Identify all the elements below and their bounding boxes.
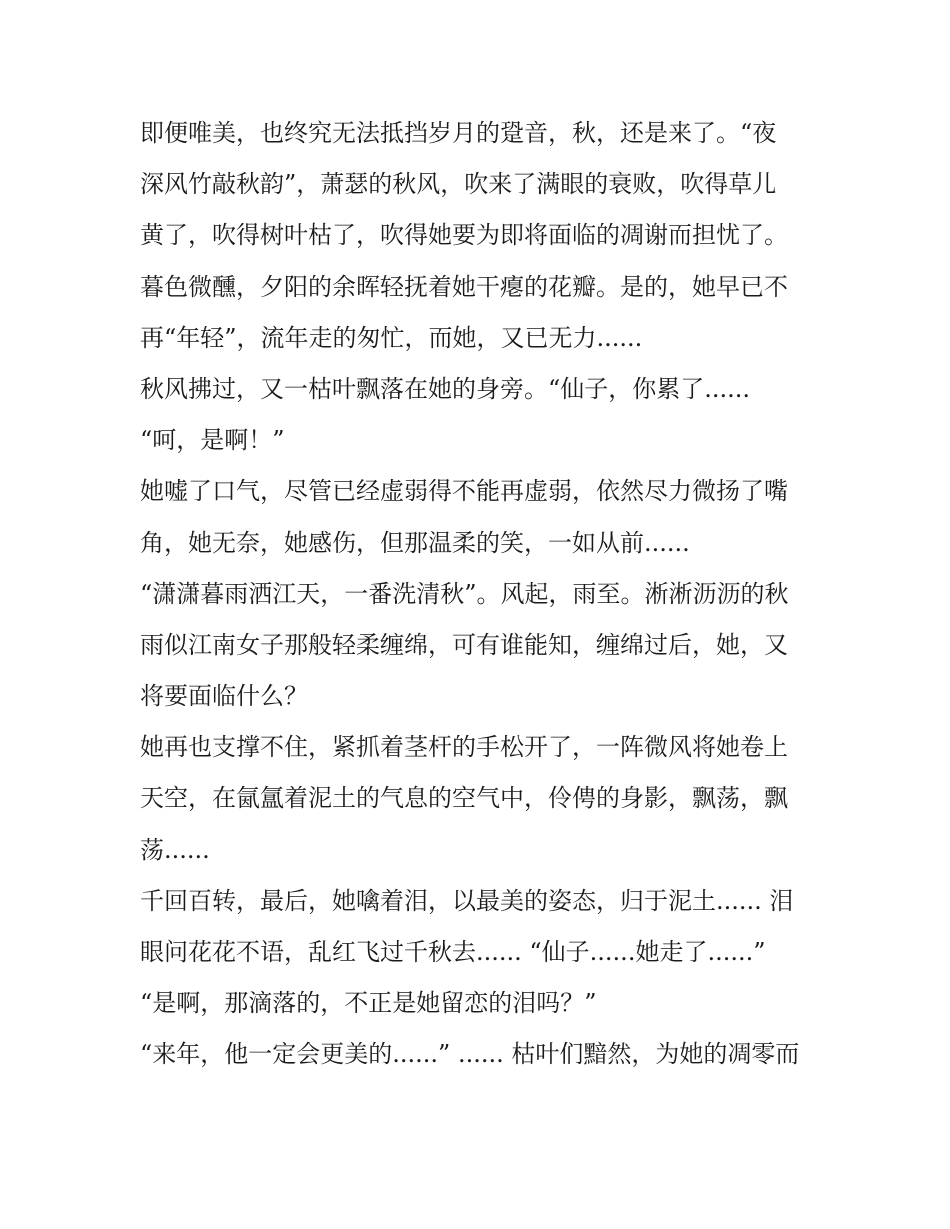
text-line: 雨似江南女子那般轻柔缠绵，可有谁能知，缠绵过后，她，又 [140, 630, 788, 659]
text-line: 她再也支撑不住，紧抓着茎杆的手松开了，一阵微风将她卷上 [140, 733, 788, 762]
text-line: 她嘘了口气，尽管已经虚弱得不能再虚弱，依然尽力微扬了嘴 [140, 477, 788, 506]
text-line: 即便唯美，也终究无法抵挡岁月的跫音，秋，还是来了。“夜 [140, 119, 777, 147]
text-line: 天空，在氤氲着泥土的气息的空气中，伶俜的身影，飘荡，飘 [140, 784, 788, 813]
text-line: 再“年轻”，流年走的匆忙，而她，又已无力...... [140, 323, 643, 352]
text-line: “呵，是啊！” [140, 426, 285, 455]
document-page [140, 108, 820, 1081]
text-line: 荡...... [140, 835, 210, 864]
text-line: 深风竹敲秋韵”，萧瑟的秋风，吹来了满眼的衰败，吹得草儿 [140, 170, 777, 199]
text-line: 眼问花花不语，乱红飞过千秋去...... “仙子......她走了......” [140, 938, 766, 966]
text-line: “来年，他一定会更美的......” ...... 枯叶们黯然，为她的凋零而 [140, 1040, 800, 1069]
text-line: 角，她无奈，她感伤，但那温柔的笑，一如从前...... [140, 528, 690, 557]
text-line: “潇潇暮雨洒江天，一番洗清秋”。风起，雨至。淅淅沥沥的秋 [140, 579, 789, 608]
text-line: 黄了，吹得树叶枯了，吹得她要为即将面临的凋谢而担忧了。 [140, 221, 788, 250]
text-line: 将要面临什么？ [140, 682, 308, 711]
text-line: 暮色微醺，夕阳的余晖轻抚着她干瘪的花瓣。是的，她早已不 [140, 272, 788, 301]
text-line: 秋风拂过，又一枯叶飘落在她的身旁。“仙子，你累了...... [140, 374, 751, 403]
text-line: “是啊，那滴落的，不正是她留恋的泪吗？” [140, 989, 597, 1018]
text-line: 千回百转，最后，她噙着泪，以最美的姿态，归于泥土...... 泪 [140, 886, 794, 915]
